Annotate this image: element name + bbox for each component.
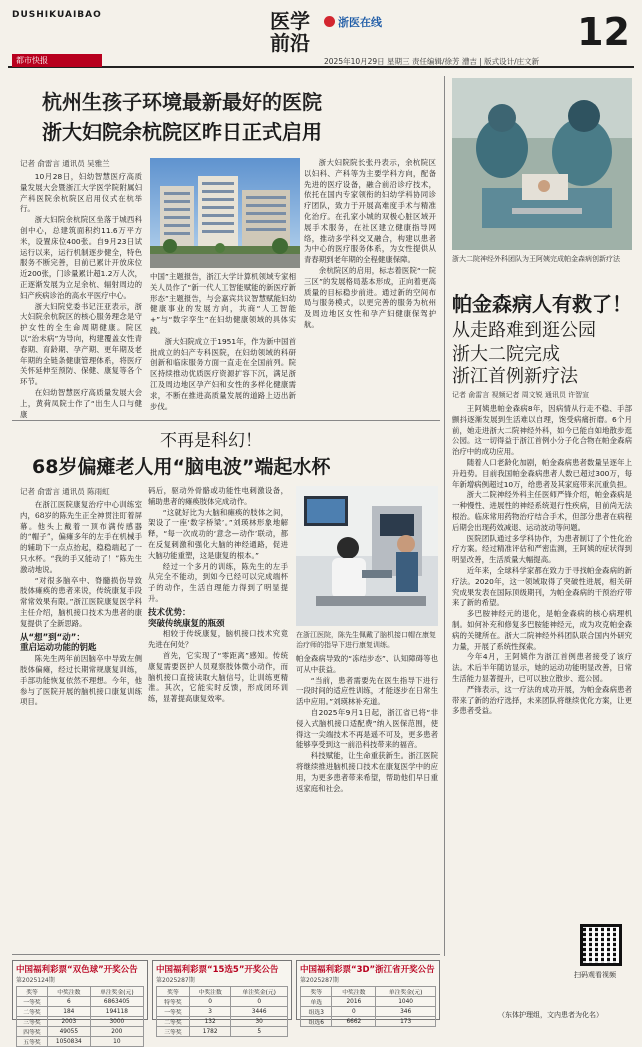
section-divider — [12, 420, 440, 421]
lottery-issue: 第2025124期 — [16, 977, 55, 984]
lottery-cell: 0 — [231, 997, 288, 1007]
story2-para: 随着人口老龄化加剧，帕金森病患者数量呈逐年上升趋势。目前我国帕金森病患者人数已超过300万，每年新增病例超过10万，给患者及其家庭带来沉重负担。 — [452, 457, 632, 489]
story1-col3-para: 浙大妇院院长张丹表示，余杭院区以妇科、产科等为主要学科方向，配备先进的医疗设备，融合前沿诊疗技术，依托在国内专家领衔的妇幼学科协同诊疗团队，致力于开展高难度手术与精准化治疗。在孔家小城的双极心脏区域开展手术服务，在社区建立健康指导网络，推动多学科交叉融合，构建以患者为中心的医疗服务体系，为女性提供从青春期到老年期的全程健康保障。 — [304, 158, 436, 265]
story1-col2-para: 中国”主题报告，浙江大学计算机领域专家相关人员作了“新一代人工智能赋能的新医疗新形态”主题报告，与会嘉宾共议智慧赋能妇幼健康事业的发展方向，共商“人工智能+”与“数字孪生”在妇幼健康领域的具体实践。 — [150, 272, 296, 335]
lottery-title: 中国福利彩票“3D”浙江省开奖公告 — [300, 965, 435, 975]
lottery-cell: 200 — [90, 1027, 143, 1037]
qr-pattern — [583, 927, 619, 963]
lottery-box-3d — [296, 960, 440, 1026]
story3-column-2 — [148, 486, 288, 946]
story1-col1-para: 在妇幼智慧医疗高质量发展大会上，黄荷凤院士作了“出生人口与健康 — [20, 387, 142, 419]
story3-col3-para: “当前，患者需要先在医生指导下进行一段时间的适应性训练，才能逐步在日常生活中应用。”刘瑛林补充道。 — [296, 675, 438, 707]
partner-logo — [324, 14, 382, 30]
story3-col1-para: “对很多脑卒中、脊髓损伤导致肢体瘫痪的患者来说，传统康复手段常常效果有限。”浙江医院康复医学科主任介绍，脑机接口技术为患者的康复提供了全新思路。 — [20, 575, 142, 628]
lottery-cell: 二等奖 — [17, 1007, 48, 1017]
story2-headline: 帕金森病人有救了！ — [452, 292, 632, 316]
lottery-cell: 132 — [189, 1017, 230, 1027]
lottery-box-double-color — [12, 960, 148, 1046]
story1-col3-para: 余杭院区的启用，标志着医院“一院三区”的发展格局基本形成，正向着更高质量的目标稳步前进。通过新的空间布局与服务模式，以更完善的服务为杭州及周边地区女性和孕产妇健康保驾护航。 — [304, 265, 436, 329]
surgery-illustration — [452, 78, 632, 250]
story3-col1-para: 陈先生两年前因脑卒中导致左侧肢体偏瘫，经过长期常规康复训练，手部功能恢复依然不理想。今年，他参与了医院开展的脑机接口康复训练项目。 — [20, 654, 142, 707]
story1-col2-para: 浙大妇院成立于1951年，作为新中国首批成立的妇产专科医院，在妇幼领域的科研创新和临床服务方面一直走在全国前列。院区持续推动优质医疗资源扩容下沉，满足浙江及周边地区孕产妇和女性的多样化健康需求，不断在推进高质量发展的道路上迈出新步伐。 — [150, 336, 296, 411]
rehab-illustration — [296, 486, 438, 626]
lottery-cell: 组选6 — [301, 1017, 332, 1027]
story3-kicker: 不再是科幻！ — [160, 431, 262, 451]
lottery-header-cell: 单注奖金(元) — [376, 987, 436, 997]
lottery-header-cell: 奖等 — [157, 987, 190, 997]
story2-byline: 记者 俞雷言 视频记者 周文锐 通讯员 许智宣 — [452, 391, 590, 399]
story2-para: 今年4月，王阿姨作为浙江首例患者接受了该疗法。术后半年随访显示，她的运动功能明显改善，日常生活能力显著提升，已可以独立散步、逛公园。 — [452, 652, 632, 683]
lottery-header-cell: 中奖注数 — [48, 987, 91, 997]
lottery-title: 中国福利彩票“15选5”开奖公告 — [156, 965, 279, 975]
logo-en: DUSHIKUAIBAO — [12, 10, 102, 20]
lottery-cell: 346 — [376, 1007, 436, 1017]
story3-col3-para: 自2025年9月1日起，浙江省已将“非侵入式脑机接口适配费”纳入医保范围，使得这一尖端技术不再是遥不可及，更多患者能够享受到这一前沿科技带来的福音。 — [296, 707, 438, 750]
section-title-line-2: 前沿 — [270, 31, 310, 55]
story3-column-1 — [20, 500, 142, 946]
story2-para: 王阿姨患帕金森病8年，因病情从行走不稳、手部颤抖逐渐发展到生活难以自理，饱受病痛折磨。6个月前，她走进浙大二院神经外科，如今已能自如地散步逛公园。这一切得益于浙江首例小分子化合物在帕金森病治疗中的成功应用。 — [452, 404, 632, 457]
lottery-cell: 0 — [332, 1007, 376, 1017]
story2-para: 多巴胺神经元的退化，是帕金森病的核心病理机制。如何补充和修复多巴胺能神经元，成为攻克帕金森病的关键所在。浙大二院神经外科团队联合国内外研究力量，开展了系统性探索。 — [452, 609, 632, 651]
story2-para: 医院团队通过多学科协作，为患者制订了个性化治疗方案。经过精准评估和严密监测，王阿姨的症状得到明显改善，生活质量大幅提高。 — [452, 533, 632, 565]
masthead — [8, 6, 634, 68]
lottery-cell: 1050834 — [48, 1037, 91, 1047]
story1-col1-para: 浙大妇院余杭院区坐落于城西科创中心，总建筑面积约11.6万平方米，设置床位400张。自9月23日试运行以来，运行机制逐步健全，特色服务不断完善，目前已累计开放床位近200张，门诊量累计超1.2万人次，正逐渐发展为立足余杭、辐射周边的妇产疾病诊治的高水平医疗中心。 — [20, 215, 142, 300]
story2-subheadline-1: 从走路难到逛公园 — [452, 320, 596, 341]
lottery-cell: 一等奖 — [17, 997, 48, 1007]
logo-tag: 都市快报 — [12, 54, 102, 67]
lottery-header-cell: 中奖注数 — [332, 987, 376, 997]
story1-kicker: 杭州生孩子环境最新最好的医院 — [42, 90, 322, 114]
lottery-cell: 10 — [90, 1037, 143, 1047]
story1-col1-para: 10月28日，妇幼智慧医疗高质量发展大会暨浙江大学医学院附属妇产科医院余杭院区启用仪式在杭举行。 — [20, 172, 142, 214]
story1-headline: 浙大妇院余杭院区昨日正式启用 — [42, 120, 322, 144]
lottery-header-cell: 单注奖金(元) — [90, 987, 143, 997]
lottery-cell: 三等奖 — [17, 1017, 48, 1027]
section-title — [270, 10, 310, 54]
lottery-header-cell: 单注奖金(元) — [231, 987, 288, 997]
lottery-cell: 1040 — [376, 997, 436, 1007]
rehab-photo-caption: 在浙江医院，陈先生佩戴了脑机接口帽在康复治疗师的指导下进行康复训练。 — [296, 631, 436, 649]
lottery-cell: 2016 — [332, 997, 376, 1007]
story3-col3-para: 科技赋能，让生命重获新生。浙江医院将继续推进脑机接口技术在康复医学中的应用，为更多患者带来希望，帮助他们早日重返家庭和社会。 — [296, 751, 438, 793]
lottery-cell: 184 — [48, 1007, 91, 1017]
story1-byline: 记者 俞雷言 通讯员 吴雅兰 — [20, 159, 110, 168]
story3-lead: 在浙江医院康复治疗中心训练室内，68岁的陈先生正全神贯注盯着屏幕。他头上戴着一顶布满传感器的“帽子”，偏瘫多年的左手在机械手的辅助下一点点抬起，稳稳端起了一只水杯。“我的手又能动了！”陈先生激动地说。 — [20, 500, 142, 574]
story3-subhead-1: 从“想”到“动”： — [20, 632, 85, 643]
partner-dot-icon — [324, 16, 335, 27]
story3-col2-para: 码后，驱动外骨骼或功能性电刺激设备，辅助患者的瘫痪肢体完成动作。 — [148, 486, 288, 506]
story3-headline: 68岁偏瘫老人用“脑电波”端起水杯 — [32, 456, 331, 478]
lottery-cell: 6863405 — [90, 997, 143, 1007]
lottery-cell: 194118 — [90, 1007, 143, 1017]
story2-subheadline-3: 浙江首例新疗法 — [452, 366, 578, 387]
lottery-table — [156, 986, 288, 1037]
lottery-box-15-choose-5 — [152, 960, 292, 1036]
lottery-cell: 3 — [189, 1007, 230, 1017]
story3-subhead-2: 技术优势： — [148, 607, 191, 618]
lottery-header-cell: 奖等 — [17, 987, 48, 997]
lottery-issue: 第2025287期 — [300, 977, 339, 984]
column-divider — [444, 76, 445, 956]
story2-subheadline-2: 浙大二院完成 — [452, 344, 560, 365]
lottery-cell: 0 — [189, 997, 230, 1007]
story2-para: 浙大二院神经外科主任医师严锋介绍，帕金森病是一种慢性、进展性的神经系统退行性疾病，目前尚无法根治。临床常用药物治疗结合手术，但部分患者在病程后期会出现药效减退、运动波动等问题。 — [452, 490, 632, 532]
story3-byline: 记者 俞雷言 通讯员 陈雨虹 — [20, 487, 110, 496]
story3-column-3 — [296, 654, 438, 946]
lottery-cell: 特等奖 — [157, 997, 190, 1007]
surgery-photo-caption: 浙大二院神经外科团队为王阿姨完成帕金森病创新疗法 — [452, 255, 620, 263]
story1-col1-para: 浙大妇院党委书记汪亚表示，浙大妇院余杭院区的核心服务理念是守护女性的全生命周期健康。院区以“治未病”为导向，构建覆盖女性青春期、育龄期、孕产期、更年期及老年期的全链条健康管理体系，将医疗关怀延伸至预防、保健、康复等各个环节。 — [20, 301, 142, 387]
story3-col2-para: 经过一个多月的训练，陈先生的左手从完全不能动，到如今已经可以完成端杯子的动作，生活自理能力得到了明显提升。 — [148, 561, 288, 603]
story2-para: 近年来，全球科学家都在致力于寻找帕金森病的新疗法。2020年，这一领域取得了突破性进展，相关研究成果发表在国际顶级期刊，为帕金森病的干预治疗带来了新的希望。 — [452, 565, 632, 608]
lottery-table — [16, 986, 144, 1047]
lottery-cell: 3000 — [90, 1017, 143, 1027]
lottery-cell: 单选 — [301, 997, 332, 1007]
footer-note: （东体护理组，文内患者为化名） — [498, 1011, 603, 1019]
lottery-cell: 49055 — [48, 1027, 91, 1037]
lottery-cell: 二等奖 — [157, 1017, 190, 1027]
lottery-divider — [12, 954, 440, 955]
lottery-cell: 三等奖 — [157, 1027, 190, 1037]
lottery-cell: 30 — [231, 1017, 288, 1027]
story1-column-1 — [20, 172, 142, 418]
story1-column-3 — [304, 158, 436, 422]
hospital-building-photo — [150, 158, 300, 268]
story3-col2-para: “这就好比为大脑和瘫痪的肢体之间，架设了一座‘数字桥梁’。”刘瑛林形象地解释，“每一次成功的‘意念—动作’联动，都在反复刺激和强化大脑的神经通路，促进大脑功能重塑，这是康复的根本。” — [148, 507, 288, 560]
lottery-header-cell: 中奖注数 — [189, 987, 230, 997]
lottery-cell: 2003 — [48, 1017, 91, 1027]
lottery-table — [300, 986, 436, 1027]
lottery-cell: 6662 — [332, 1017, 376, 1027]
qr-caption: 扫码观看视频 — [574, 971, 616, 979]
partner-name: 浙医在线 — [338, 16, 382, 29]
lottery-cell: 1782 — [189, 1027, 230, 1037]
section-title-line-1: 医学 — [270, 9, 310, 33]
story3-subhead-2b: 突破传统康复的瓶颈 — [148, 618, 225, 629]
lottery-issue: 第2025287期 — [156, 977, 195, 984]
hospital-building-illustration — [150, 158, 300, 268]
lottery-cell: 6 — [48, 997, 91, 1007]
lottery-cell: 一等奖 — [157, 1007, 190, 1017]
story2-body — [452, 404, 632, 916]
lottery-cell: 组选3 — [301, 1007, 332, 1017]
story3-col2-para: 相较于传统康复，脑机接口技术究竟先进在何处？ — [148, 629, 288, 650]
lottery-cell: 173 — [376, 1017, 436, 1027]
page-number: 12 — [577, 10, 630, 54]
lottery-cell: 四等奖 — [17, 1027, 48, 1037]
rehab-photo — [296, 486, 438, 626]
story2-para: 严锋表示，这一疗法的成功开展，为帕金森病患者带来了新的治疗选择，未来团队将继续优化方案，让更多患者受益。 — [452, 684, 632, 716]
lottery-cell: 五等奖 — [17, 1037, 48, 1047]
story3-col3-para: 帕金森病导致的“冻结步态”、认知障碍等也可从中获益。 — [296, 654, 438, 674]
lottery-title: 中国福利彩票“双色球”开奖公告 — [16, 965, 138, 975]
story3-col2-para: 首先，它实现了“零距离”感知。传统康复需要医护人员观察肢体微小动作，而脑机接口直接读取大脑信号，让训练更精准。其次，它能实时反馈，形成闭环训练，显著提高康复效率。 — [148, 650, 288, 704]
lottery-header-cell: 奖等 — [301, 987, 332, 997]
story3-subhead-1b: 重启运动功能的钥匙 — [20, 643, 97, 654]
lottery-cell: 3446 — [231, 1007, 288, 1017]
video-qr-code[interactable] — [580, 924, 622, 966]
lottery-cell: 5 — [231, 1027, 288, 1037]
edition-line: 2025年10月29日 星期三 责任编辑/徐芳 漕吉 | 版式设计/庄文新 — [324, 57, 540, 66]
surgery-photo — [452, 78, 632, 250]
story1-column-2 — [150, 272, 296, 422]
